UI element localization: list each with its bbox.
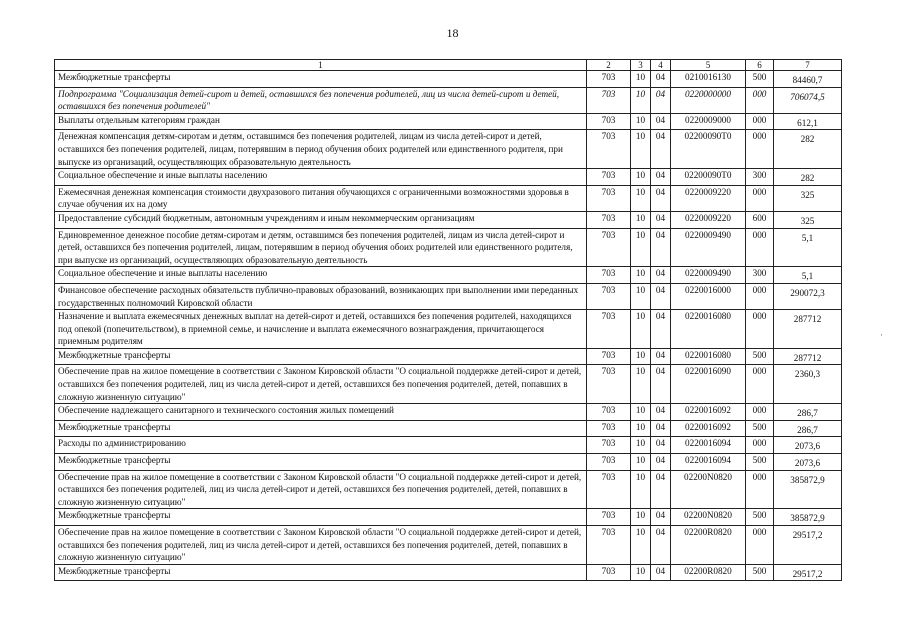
amount-cell — [774, 228, 842, 267]
amount-cell — [774, 509, 842, 526]
col5-cell: 0220009000 — [671, 113, 746, 130]
page-number: 18 — [446, 26, 459, 40]
table-row — [55, 310, 842, 349]
amount-value: 2360,3 — [794, 369, 821, 380]
row-name-cell: Межбюджетные трансферты — [55, 509, 587, 526]
col6-cell: 500 — [746, 71, 774, 88]
amount-value: 29517,2 — [792, 530, 823, 540]
table-row — [55, 454, 842, 471]
col6-cell: 500 — [746, 509, 774, 526]
col5-cell: 02200090Т0 — [671, 130, 746, 169]
col2-cell: 703 — [587, 169, 631, 186]
table-row — [55, 526, 842, 565]
header-cell: 4 — [651, 60, 671, 71]
amount-value: 282 — [800, 173, 815, 184]
col5-cell: 0220016092 — [671, 404, 746, 421]
table-row — [55, 267, 842, 284]
row-name-cell: Межбюджетные трансферты — [55, 420, 587, 437]
col4-cell: 04 — [651, 87, 671, 113]
amount-value: 287712 — [793, 352, 822, 363]
col6-cell: 000 — [746, 113, 774, 130]
amount-value: 84460,7 — [792, 75, 823, 85]
col2-cell: 703 — [587, 283, 631, 309]
col3-cell: 10 — [631, 71, 651, 88]
col3-cell: 10 — [631, 454, 651, 471]
col3-cell: 10 — [631, 130, 651, 169]
col6-cell: 500 — [746, 454, 774, 471]
amount-cell — [774, 130, 842, 169]
col5-cell: 02200N0820 — [671, 509, 746, 526]
amount-cell — [774, 348, 842, 365]
table-row — [55, 211, 842, 228]
row-name-cell: Социальное обеспечение и иные выплаты населению — [55, 267, 587, 284]
amount-cell — [774, 169, 842, 186]
col6-cell: 000 — [746, 365, 774, 404]
amount-cell — [774, 420, 842, 437]
table-row — [55, 169, 842, 186]
row-name-cell: Выплаты отдельным категориям граждан — [55, 113, 587, 130]
col6-cell: 000 — [746, 470, 774, 509]
header-cell: 2 — [587, 60, 631, 71]
col2-cell: 703 — [587, 211, 631, 228]
amount-value: 385872,9 — [790, 474, 825, 485]
col6-cell: 000 — [746, 283, 774, 309]
amount-value: 287712 — [793, 314, 822, 325]
margin-mark: · — [880, 330, 883, 340]
amount-value: 29517,2 — [792, 568, 823, 579]
col2-cell: 703 — [587, 404, 631, 421]
col2-cell: 703 — [587, 185, 631, 211]
header-row — [55, 60, 842, 71]
amount-value: 325 — [800, 215, 815, 226]
col4-cell: 04 — [651, 169, 671, 186]
col5-cell: 0220016090 — [671, 365, 746, 404]
col4-cell: 04 — [651, 420, 671, 437]
col5-cell: 0220009490 — [671, 228, 746, 267]
col3-cell: 10 — [631, 283, 651, 309]
col3-cell: 10 — [631, 404, 651, 421]
col5-cell: 02200090Т0 — [671, 169, 746, 186]
col5-cell: 02200R0820 — [671, 526, 746, 565]
col6-cell: 000 — [746, 228, 774, 267]
col3-cell: 10 — [631, 365, 651, 404]
row-name-cell: Обеспечение надлежащего санитарного и технического состояния жилых помещений — [55, 404, 587, 421]
row-name-cell: Предоставление субсидий бюджетным, автономным учреждениям и иным некоммерческим организациям — [55, 211, 587, 228]
amount-cell — [774, 526, 842, 565]
col6-cell: 600 — [746, 211, 774, 228]
amount-cell — [774, 437, 842, 454]
col3-cell: 10 — [631, 113, 651, 130]
col5-cell: 0220016094 — [671, 454, 746, 471]
col3-cell: 10 — [631, 564, 651, 581]
amount-value: 290072,3 — [790, 287, 825, 298]
col4-cell: 04 — [651, 564, 671, 581]
amount-cell — [774, 211, 842, 228]
table-row — [55, 365, 842, 404]
col6-cell: 500 — [746, 420, 774, 437]
col5-cell: 0220016094 — [671, 437, 746, 454]
col3-cell: 10 — [631, 211, 651, 228]
amount-cell — [774, 87, 842, 113]
col5-cell: 0220009490 — [671, 267, 746, 284]
col4-cell: 04 — [651, 348, 671, 365]
table-row — [55, 113, 842, 130]
amount-cell — [774, 185, 842, 211]
col4-cell: 04 — [651, 113, 671, 130]
row-name-cell: Ежемесячная денежная компенсация стоимости двухразового питания обучающихся с ограниченными возможностями здоровья в случае обучения их на дому — [55, 185, 587, 211]
col5-cell: 0220000000 — [671, 87, 746, 113]
col5-cell: 0220009220 — [671, 185, 746, 211]
row-name-cell: Расходы по администрированию — [55, 437, 587, 454]
row-name-cell: Денежная компенсация детям-сиротам и детям, оставшимся без попечения родителей, лицам из числа детей-сирот и детей, оставшихся без попечения родителей, лицам, потерявшим в период обучения обоих родителей или единственного родителя, при выпуске из организаций, осуществляющих образовательную деятельность — [55, 130, 587, 169]
table-row — [55, 87, 842, 113]
col2-cell: 703 — [587, 365, 631, 404]
col4-cell: 04 — [651, 437, 671, 454]
col4-cell: 04 — [651, 404, 671, 421]
col4-cell: 04 — [651, 185, 671, 211]
row-name-cell: Межбюджетные трансферты — [55, 348, 587, 365]
col6-cell: 000 — [746, 404, 774, 421]
table-row — [55, 564, 842, 581]
table-row — [55, 228, 842, 267]
row-name-cell: Межбюджетные трансферты — [55, 564, 587, 581]
header-cell: 6 — [746, 60, 774, 71]
amount-value: 706074,5 — [790, 91, 825, 102]
col3-cell: 10 — [631, 185, 651, 211]
col2-cell: 703 — [587, 228, 631, 267]
row-name-cell: Единовременное денежное пособие детям-сиротам и детям, оставшимся без попечения родителей, лицам из числа детей-сирот и детей, оставшихся без попечения родителей, лицам, потерявшим в период обучения обоих родителей или единственного родителя, при выпуске из организаций, осуществляющих образовательную деятельность — [55, 228, 587, 267]
table-row — [55, 71, 842, 88]
row-name-cell: Социальное обеспечение и иные выплаты населению — [55, 169, 587, 186]
table-row — [55, 283, 842, 309]
row-name-cell: Подпрограмма "Социализация детей-сирот и детей, оставшихся без попечения родителей, лиц из числа детей-сирот и детей, оставшихся без попечения родителей" — [55, 87, 587, 113]
col2-cell: 703 — [587, 454, 631, 471]
col3-cell: 10 — [631, 169, 651, 186]
header-cell: 1 — [55, 60, 587, 71]
table-row — [55, 470, 842, 509]
amount-cell — [774, 404, 842, 421]
col2-cell: 703 — [587, 348, 631, 365]
col4-cell: 04 — [651, 526, 671, 565]
amount-value: 385872,9 — [790, 513, 825, 524]
col2-cell: 703 — [587, 113, 631, 130]
col6-cell: 500 — [746, 348, 774, 365]
col5-cell: 0210016130 — [671, 71, 746, 88]
col6-cell: 000 — [746, 87, 774, 113]
col3-cell: 10 — [631, 267, 651, 284]
row-name-cell: Межбюджетные трансферты — [55, 454, 587, 471]
amount-cell — [774, 283, 842, 309]
amount-cell — [774, 454, 842, 471]
col6-cell: 000 — [746, 130, 774, 169]
table-row — [55, 437, 842, 454]
col4-cell: 04 — [651, 228, 671, 267]
header-cell: 7 — [774, 60, 842, 71]
amount-cell — [774, 113, 842, 130]
col4-cell: 04 — [651, 267, 671, 284]
col2-cell: 703 — [587, 564, 631, 581]
table-row — [55, 404, 842, 421]
amount-cell — [774, 365, 842, 404]
col2-cell: 703 — [587, 420, 631, 437]
col2-cell: 703 — [587, 267, 631, 284]
col3-cell: 10 — [631, 526, 651, 565]
amount-value: 5,1 — [801, 271, 814, 282]
amount-value: 325 — [800, 189, 815, 200]
col2-cell: 703 — [587, 526, 631, 565]
amount-cell — [774, 267, 842, 284]
amount-value: 5,1 — [801, 232, 814, 243]
col2-cell: 703 — [587, 437, 631, 454]
col4-cell: 04 — [651, 509, 671, 526]
col6-cell: 300 — [746, 267, 774, 284]
amount-value: 2073,6 — [794, 441, 821, 452]
col5-cell: 0220016080 — [671, 310, 746, 349]
col2-cell: 703 — [587, 509, 631, 526]
col4-cell: 04 — [651, 211, 671, 228]
col3-cell: 10 — [631, 310, 651, 349]
budget-table — [54, 59, 842, 581]
col5-cell: 02200R0820 — [671, 564, 746, 581]
col4-cell: 04 — [651, 470, 671, 509]
col5-cell: 02200N0820 — [671, 470, 746, 509]
col6-cell: 000 — [746, 526, 774, 565]
header-cell: 3 — [631, 60, 651, 71]
row-name-cell: Обеспечение прав на жилое помещение в соответствии с Законом Кировской области "О социальной поддержке детей-сирот и детей, оставшихся без попечения родителей, лиц из числа детей-сирот и детей, оставшихся без попечения родителей, детей, попавших в сложную жизненную ситуацию" — [55, 526, 587, 565]
row-name-cell: Обеспечение прав на жилое помещение в соответствии с Законом Кировской области "О социальной поддержке детей-сирот и детей, оставшихся без попечения родителей, лиц из числа детей-сирот и детей, оставшихся без попечения родителей, детей, попавших в сложную жизненную ситуацию" — [55, 470, 587, 509]
col2-cell: 703 — [587, 310, 631, 349]
table-row — [55, 185, 842, 211]
col4-cell: 04 — [651, 310, 671, 349]
amount-cell — [774, 564, 842, 581]
amount-value: 2073,6 — [794, 458, 821, 469]
amount-value: 612,1 — [797, 117, 818, 128]
col3-cell: 10 — [631, 509, 651, 526]
col6-cell: 000 — [746, 310, 774, 349]
col2-cell: 703 — [587, 71, 631, 88]
row-name-cell: Межбюджетные трансферты — [55, 71, 587, 88]
col3-cell: 10 — [631, 420, 651, 437]
table-row — [55, 420, 842, 437]
col4-cell: 04 — [651, 130, 671, 169]
col3-cell: 10 — [631, 437, 651, 454]
col5-cell: 0220009220 — [671, 211, 746, 228]
amount-value: 286,7 — [797, 424, 818, 435]
amount-value: 286,7 — [797, 408, 818, 419]
table-row — [55, 130, 842, 169]
col6-cell: 000 — [746, 185, 774, 211]
amount-cell — [774, 71, 842, 88]
header-cell: 5 — [671, 60, 746, 71]
col6-cell: 500 — [746, 564, 774, 581]
col2-cell: 703 — [587, 87, 631, 113]
table-row — [55, 348, 842, 365]
col6-cell: 300 — [746, 169, 774, 186]
amount-cell — [774, 310, 842, 349]
col4-cell: 04 — [651, 71, 671, 88]
col5-cell: 0220016000 — [671, 283, 746, 309]
col4-cell: 04 — [651, 283, 671, 309]
amount-value: 282 — [800, 134, 815, 145]
table-row — [55, 509, 842, 526]
col3-cell: 10 — [631, 228, 651, 267]
col3-cell: 10 — [631, 87, 651, 113]
row-name-cell: Обеспечение прав на жилое помещение в соответствии с Законом Кировской области "О социальной поддержке детей-сирот и детей, оставшихся без попечения родителей, лиц из числа детей-сирот и детей, оставшихся без попечения родителей, детей, попавших в сложную жизненную ситуацию" — [55, 365, 587, 404]
col6-cell: 000 — [746, 437, 774, 454]
row-name-cell: Финансовое обеспечение расходных обязательств публично-правовых образований, возникающих при выполнении ими переданных государственных полномочий Кировской области — [55, 283, 587, 309]
col3-cell: 10 — [631, 470, 651, 509]
amount-cell — [774, 470, 842, 509]
col4-cell: 04 — [651, 454, 671, 471]
col2-cell: 703 — [587, 470, 631, 509]
col5-cell: 0220016092 — [671, 420, 746, 437]
col3-cell: 10 — [631, 348, 651, 365]
col4-cell: 04 — [651, 365, 671, 404]
row-name-cell: Назначение и выплата ежемесячных денежных выплат на детей-сирот и детей, оставшихся без попечения родителей, находящихся под опекой (попечительством), в приемной семье, и начисление и выплата ежемесячного вознаграждения, причитающегося приемным родителям — [55, 310, 587, 349]
col5-cell: 0220016080 — [671, 348, 746, 365]
col2-cell: 703 — [587, 130, 631, 169]
